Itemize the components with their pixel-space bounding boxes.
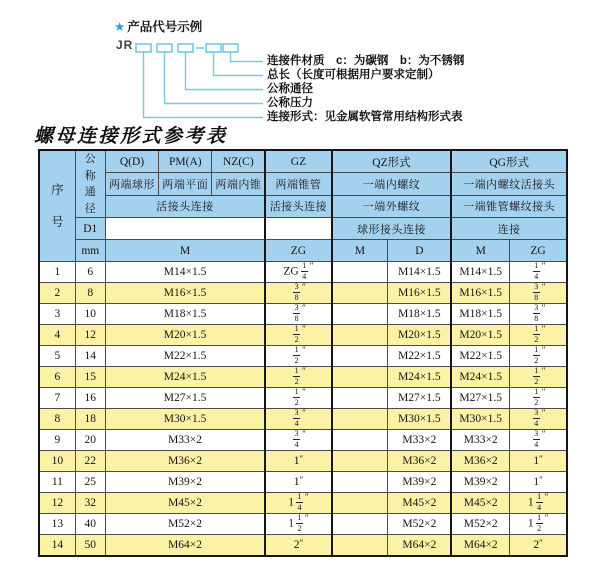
fraction: $\frac{1}{2}$ (297, 513, 302, 533)
fraction: $\frac{1}{4}$ (537, 492, 542, 512)
inch-mark: ″ (302, 282, 306, 293)
qg-m-cell: M39×2 (451, 472, 509, 493)
m-thread-cell: M52×2 (105, 514, 265, 535)
inch-mark: ″ (302, 429, 306, 440)
inch-mark: ″ (302, 408, 306, 419)
header-m-label: M (105, 240, 265, 262)
code-boxes (136, 44, 238, 52)
inch-mark: ″ (299, 475, 304, 485)
table-row (39, 451, 567, 472)
m-thread-cell: M22×1.5 (105, 346, 265, 367)
table-row (39, 325, 567, 346)
header-q-desc: 两端球形 (105, 173, 158, 196)
label-nominal-diameter: 公称通径 (267, 83, 313, 95)
dn-cell: 18 (75, 409, 105, 430)
inch-mark: ″ (302, 366, 306, 377)
inch-mark: ″ (544, 513, 549, 524)
header-qz-m: M (332, 240, 388, 262)
qz-d-cell: M30×1.5 (388, 409, 451, 430)
code-prefix: JR (116, 38, 134, 52)
m-thread-cell: M27×1.5 (105, 388, 265, 409)
qg-m-cell: M27×1.5 (451, 388, 509, 409)
header-pm-code: PM(A) (159, 150, 212, 173)
header-qg-join: 连接 (451, 218, 567, 240)
diagram-heading (114, 17, 202, 35)
qg-zg-cell: 1″ (510, 472, 567, 493)
code-box-2 (157, 44, 172, 52)
fraction: $\frac{3}{4}$ (294, 429, 299, 449)
inch-mark: ″ (309, 261, 314, 272)
label-nominal-pressure: 公称压力 (267, 97, 313, 109)
header-dn-text: 公称通径 (84, 153, 96, 215)
qz-m-cell (332, 346, 388, 367)
header-row-5 (39, 240, 567, 262)
dn-cell: 50 (75, 535, 105, 556)
dn-cell: 14 (75, 346, 105, 367)
inch-mark: ″ (539, 454, 543, 464)
table-header (39, 150, 567, 262)
qz-d-cell: M45×2 (388, 493, 451, 514)
fraction: $\frac{3}{4}$ (534, 408, 539, 428)
inch-mark: ″ (299, 537, 304, 548)
qg-zg-cell (510, 430, 567, 451)
header-gz-join: 活接头连接 (265, 195, 331, 218)
qg-m-cell: M16×1.5 (451, 283, 509, 304)
table-row (39, 472, 567, 493)
connector-length (214, 52, 264, 76)
inch-mark: ″ (541, 282, 546, 293)
fraction: $\frac{1}{2}$ (294, 324, 299, 344)
seq-cell: 12 (39, 493, 75, 514)
seq-cell: 4 (39, 325, 75, 346)
header-qz-desc2: 一端外螺纹 (332, 195, 452, 218)
seq-cell: 5 (39, 346, 75, 367)
qz-m-cell (332, 409, 388, 430)
qz-m-cell (332, 451, 388, 472)
qz-m-cell (332, 514, 388, 535)
gz-zg-cell: 1″ (265, 472, 331, 493)
seq-cell: 14 (39, 535, 75, 556)
inch-mark: ″ (302, 345, 306, 356)
code-box-3 (178, 44, 193, 52)
fraction: $\frac{3}{8}$ (534, 303, 539, 323)
code-box-5 (223, 44, 238, 52)
table-row (39, 367, 567, 388)
dn-cell: 32 (75, 493, 105, 514)
qz-d-cell: M39×2 (388, 472, 451, 493)
seq-cell: 9 (39, 430, 75, 451)
qg-zg-cell: 2″ (510, 535, 567, 556)
qg-m-cell: M45×2 (451, 493, 509, 514)
label-connection-form: 连接形式：见金属软管常用结构形式表 (267, 111, 463, 123)
gz-zg-cell (265, 409, 331, 430)
m-thread-cell: M36×2 (105, 451, 265, 472)
dn-cell: 22 (75, 451, 105, 472)
qz-d-cell: M20×1.5 (388, 325, 451, 346)
dn-cell: 8 (75, 283, 105, 304)
connector-elbows (144, 52, 264, 118)
dn-cell: 20 (75, 430, 105, 451)
header-qz-join: 球形接头连接 (332, 218, 452, 240)
header-gz-code: GZ (265, 150, 331, 173)
header-union-join: 活接头连接 (105, 195, 265, 218)
fraction: $\frac{1}{2}$ (294, 387, 299, 407)
qg-zg-cell: 1″ (510, 451, 567, 472)
table-row (39, 304, 567, 325)
header-gz-unit: ZG (265, 240, 331, 262)
fraction: $\frac{3}{8}$ (534, 282, 539, 302)
inch-mark: ″ (541, 366, 546, 377)
seq-cell: 2 (39, 283, 75, 304)
inch-mark: ″ (541, 429, 546, 440)
qg-m-cell: M30×1.5 (451, 409, 509, 430)
table-row (39, 493, 567, 514)
qz-d-cell: M18×1.5 (388, 304, 451, 325)
m-thread-cell: M33×2 (105, 430, 265, 451)
qz-d-cell: M27×1.5 (388, 388, 451, 409)
qg-m-cell: M18×1.5 (451, 304, 509, 325)
table-row (39, 409, 567, 430)
table-body (39, 262, 567, 556)
seq-cell: 13 (39, 514, 75, 535)
gz-zg-cell (265, 325, 331, 346)
diagram-heading-text: 产品代号示例 (127, 20, 203, 34)
m-thread-cell: M30×1.5 (105, 409, 265, 430)
fraction: $\frac{3}{4}$ (294, 408, 299, 428)
inch-mark: ″ (541, 324, 546, 335)
header-pm-desc: 两端平面 (159, 173, 212, 196)
header-nz-desc: 两端内锥 (212, 173, 265, 196)
qz-m-cell (332, 262, 388, 283)
fraction: $\frac{1}{2}$ (534, 387, 539, 407)
connector-material (231, 52, 264, 62)
seq-cell: 8 (39, 409, 75, 430)
header-mm: mm (75, 240, 105, 262)
header-blank-left (105, 218, 265, 240)
qz-d-cell: M64×2 (388, 535, 451, 556)
table-row (39, 346, 567, 367)
inch-mark: ″ (541, 387, 546, 398)
qz-d-cell: M24×1.5 (388, 367, 451, 388)
seq-cell: 11 (39, 472, 75, 493)
qz-m-cell (332, 430, 388, 451)
qz-m-cell (332, 493, 388, 514)
qg-m-cell: M22×1.5 (451, 346, 509, 367)
header-seq (39, 150, 75, 262)
inch-mark: ″ (539, 475, 543, 485)
gz-zg-cell (265, 430, 331, 451)
qg-zg-cell (510, 346, 567, 367)
gz-zg-cell (265, 388, 331, 409)
dn-cell: 12 (75, 325, 105, 346)
table-row (39, 535, 567, 556)
m-thread-cell: M45×2 (105, 493, 265, 514)
header-qz-desc1: 一端内螺纹 (332, 173, 452, 196)
header-qg-m: M (451, 240, 509, 262)
inch-mark: ″ (302, 324, 306, 335)
dn-cell: 6 (75, 262, 105, 283)
table-row (39, 262, 567, 283)
connector-diameter (186, 52, 264, 90)
qz-m-cell (332, 535, 388, 556)
qz-d-cell: M52×2 (388, 514, 451, 535)
gz-zg-cell: 2″ (265, 535, 331, 556)
dn-cell: 10 (75, 304, 105, 325)
dn-cell: 25 (75, 472, 105, 493)
fraction: $\frac{1}{2}$ (534, 366, 539, 386)
header-row-4 (39, 218, 567, 240)
fraction: $\frac{1}{4}$ (534, 261, 539, 281)
inch-mark: ″ (539, 537, 543, 548)
inch-mark: ″ (302, 387, 306, 398)
qg-m-cell: M52×2 (451, 514, 509, 535)
nut-connection-reference-table (38, 149, 568, 557)
m-thread-cell: M39×2 (105, 472, 265, 493)
gz-zg-cell: ZG $\frac{1}{4}$ ″ (265, 262, 331, 283)
header-seq-text: 序号 (51, 182, 64, 229)
fraction: $\frac{1}{2}$ (534, 324, 539, 344)
qg-zg-cell: 1 $\frac{1}{4}$ ″ (510, 493, 567, 514)
header-qz-code: QZ形式 (332, 150, 452, 173)
qg-m-cell: M64×2 (451, 535, 509, 556)
qg-m-cell: M20×1.5 (451, 325, 509, 346)
qz-d-cell: M33×2 (388, 430, 451, 451)
seq-cell: 10 (39, 451, 75, 472)
code-box-1 (136, 44, 151, 52)
inch-mark: ″ (541, 261, 546, 272)
inch-mark: ″ (299, 454, 304, 464)
table-row (39, 388, 567, 409)
gz-zg-cell (265, 304, 331, 325)
seq-cell: 3 (39, 304, 75, 325)
fraction: $\frac{3}{8}$ (294, 303, 299, 323)
gz-zg-cell (265, 283, 331, 304)
m-thread-cell: M64×2 (105, 535, 265, 556)
label-total-length: 总长（长度可根据用户要求定制） (267, 69, 440, 81)
qg-m-cell: M33×2 (451, 430, 509, 451)
header-dn (75, 150, 105, 218)
qg-zg-cell (510, 283, 567, 304)
header-gz-desc: 两端锥管 (265, 173, 331, 196)
m-thread-cell: M14×1.5 (105, 262, 265, 283)
qz-m-cell (332, 388, 388, 409)
star-icon: ★ (114, 20, 126, 34)
inch-mark: ″ (541, 345, 546, 356)
qz-m-cell (332, 283, 388, 304)
m-thread-cell: M24×1.5 (105, 367, 265, 388)
qz-m-cell (332, 304, 388, 325)
qg-zg-cell (510, 262, 567, 283)
header-blank-gz (265, 218, 331, 240)
header-row-1 (39, 150, 567, 173)
qz-d-cell: M36×2 (388, 451, 451, 472)
dn-cell: 40 (75, 514, 105, 535)
qg-zg-cell (510, 388, 567, 409)
qg-zg-cell (510, 367, 567, 388)
seq-cell: 7 (39, 388, 75, 409)
fraction: $\frac{1}{4}$ (302, 261, 307, 281)
qg-m-cell: M36×2 (451, 451, 509, 472)
header-qg-desc2: 一端锥管螺纹接头 (451, 195, 567, 218)
fraction: $\frac{1}{2}$ (537, 513, 542, 533)
qz-d-cell: M22×1.5 (388, 346, 451, 367)
dn-cell: 16 (75, 388, 105, 409)
header-row-3 (39, 195, 567, 218)
inch-mark: ″ (544, 492, 549, 503)
header-qg-zg: ZG (510, 240, 567, 262)
qz-m-cell (332, 367, 388, 388)
qz-d-cell: M14×1.5 (388, 262, 451, 283)
product-code-diagram (0, 0, 600, 135)
fraction: $\frac{3}{4}$ (534, 429, 539, 449)
table-row (39, 283, 567, 304)
table-row (39, 514, 567, 535)
table-title: 螺母连接形式参考表 (34, 126, 228, 147)
qg-m-cell: M24×1.5 (451, 367, 509, 388)
inch-mark: ″ (304, 492, 309, 503)
qg-zg-cell: 1 $\frac{1}{2}$ ″ (510, 514, 567, 535)
qg-zg-cell (510, 409, 567, 430)
table-row (39, 430, 567, 451)
gz-zg-cell: 1 $\frac{1}{2}$ ″ (265, 514, 331, 535)
gz-zg-cell: 1 $\frac{1}{4}$ ″ (265, 493, 331, 514)
m-thread-cell: M20×1.5 (105, 325, 265, 346)
header-q-code: Q(D) (105, 150, 158, 173)
qg-zg-cell (510, 325, 567, 346)
gz-zg-cell (265, 367, 331, 388)
fraction: $\frac{1}{4}$ (297, 492, 302, 512)
qz-m-cell (332, 472, 388, 493)
header-qz-d: D (388, 240, 451, 262)
qg-zg-cell (510, 304, 567, 325)
seq-cell: 6 (39, 367, 75, 388)
qz-d-cell: M16×1.5 (388, 283, 451, 304)
inch-mark: ″ (541, 303, 546, 314)
inch-mark: ″ (304, 513, 309, 524)
inch-mark: ″ (302, 303, 306, 314)
header-qg-code: QG形式 (451, 150, 567, 173)
header-qg-desc1: 一端内螺纹活接头 (451, 173, 567, 196)
fraction: $\frac{1}{2}$ (294, 345, 299, 365)
header-row-2 (39, 173, 567, 196)
code-box-4 (206, 44, 221, 52)
fraction: $\frac{1}{2}$ (294, 366, 299, 386)
inch-mark: ″ (541, 408, 546, 419)
qg-m-cell: M14×1.5 (451, 262, 509, 283)
seq-cell: 1 (39, 262, 75, 283)
gz-zg-cell (265, 346, 331, 367)
fraction: $\frac{1}{2}$ (534, 345, 539, 365)
header-d1: D1 (75, 218, 105, 240)
dn-cell: 15 (75, 367, 105, 388)
fraction: $\frac{3}{8}$ (294, 282, 299, 302)
header-nz-code: NZ(C) (212, 150, 265, 173)
label-connector-material: 连接件材质 c：为碳钢 b：为不锈钢 (267, 55, 465, 67)
qz-m-cell (332, 325, 388, 346)
gz-zg-cell: 1″ (265, 451, 331, 472)
m-thread-cell: M18×1.5 (105, 304, 265, 325)
m-thread-cell: M16×1.5 (105, 283, 265, 304)
